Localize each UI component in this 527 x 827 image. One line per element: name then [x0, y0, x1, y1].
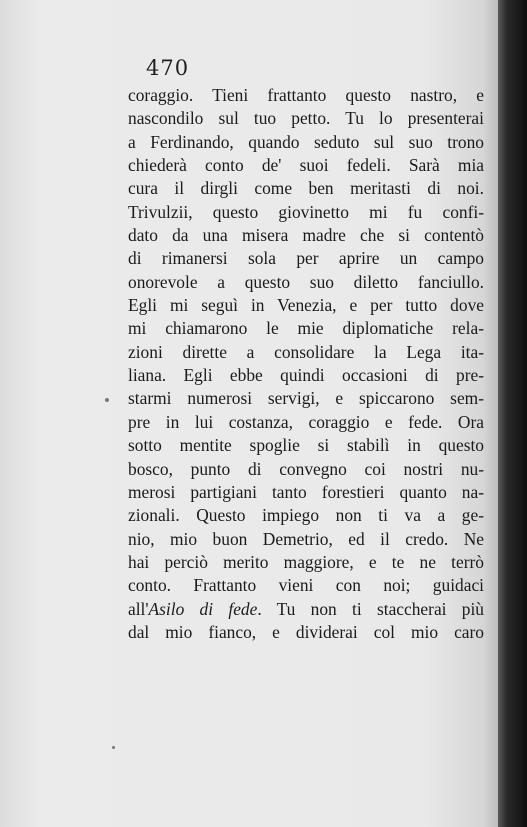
text-line-content: nio, mio buon Demetrio, ed il credo. Ne	[128, 528, 484, 549]
text-line-content: sotto mentite spoglie si stabilì in questo	[128, 435, 484, 456]
text-line	[128, 434, 484, 457]
text-line-content: mi chiamarono le mie diplomatiche rela-	[128, 318, 484, 339]
text-line	[128, 271, 484, 294]
text-line-content: starmi numerosi servigi, e spiccarono sem-	[128, 388, 484, 409]
text-line	[128, 574, 484, 597]
text-line-content: . Tu non ti staccherai più	[257, 598, 485, 619]
text-line-content: all'	[128, 598, 149, 619]
text-line-content: zionali. Questo impiego non ti va a ge-	[128, 505, 484, 526]
paper-speck	[105, 398, 109, 402]
text-line	[128, 341, 484, 364]
text-line-content: liana. Egli ebbe quindi occasioni di pre-	[128, 365, 484, 386]
text-line-content: hai perciò merito maggiore, e te ne terrò	[128, 551, 484, 572]
page-number: 470	[146, 56, 190, 80]
text-line	[128, 598, 484, 621]
body-text	[128, 84, 484, 644]
text-line	[128, 224, 484, 247]
text-line-content: Trivulzii, questo giovinetto mi fu confi-	[128, 201, 484, 222]
text-line	[128, 411, 484, 434]
text-line-content: merosi partigiani tanto forestieri quanto na-	[128, 481, 484, 502]
text-line-content: coraggio. Tieni frattanto questo nastro, e	[128, 85, 484, 105]
text-line-content: chiederà conto de' suoi fedeli. Sarà mia	[128, 155, 484, 176]
italic-title: Asilo di fede	[148, 598, 258, 619]
text-line-content: bosco, punto di convegno coi nostri nu-	[128, 458, 484, 479]
text-line	[128, 107, 484, 130]
text-line	[128, 201, 484, 224]
text-line	[128, 504, 484, 527]
paper-speck	[112, 746, 115, 749]
text-line-content: a Ferdinando, quando seduto sul suo trono	[128, 131, 484, 152]
text-line	[128, 294, 484, 317]
text-line	[128, 458, 484, 481]
text-line-content: onorevole a questo suo diletto fanciullo.	[128, 271, 484, 292]
text-line	[128, 84, 484, 107]
text-line	[128, 154, 484, 177]
text-line	[128, 364, 484, 387]
text-line-content: nascondilo sul tuo petto. Tu lo presenterai	[128, 108, 484, 129]
text-line	[128, 528, 484, 551]
text-line-content: dal mio fianco, e dividerai col mio caro	[128, 621, 484, 642]
text-line	[128, 247, 484, 270]
book-binding-edge	[498, 0, 527, 827]
text-line-content: dato da una misera madre che si contentò	[128, 225, 484, 246]
text-line	[128, 131, 484, 154]
text-line	[128, 551, 484, 574]
text-line-content: di rimanersi sola per aprire un campo	[128, 248, 484, 269]
text-line	[128, 317, 484, 340]
text-line-content: conto. Frattanto vieni con noi; guidaci	[128, 575, 484, 596]
text-line	[128, 177, 484, 200]
text-line-content: cura il dirgli come ben meritasti di noi.	[128, 178, 484, 199]
text-line	[128, 621, 484, 644]
text-line-content: zioni dirette a consolidare la Lega ita-	[128, 341, 484, 362]
text-line-content: Egli mi seguì in Venezia, e per tutto dove	[128, 295, 484, 316]
text-line	[128, 387, 484, 410]
text-line	[128, 481, 484, 504]
text-line-content: pre in lui costanza, coraggio e fede. Ora	[128, 411, 484, 432]
